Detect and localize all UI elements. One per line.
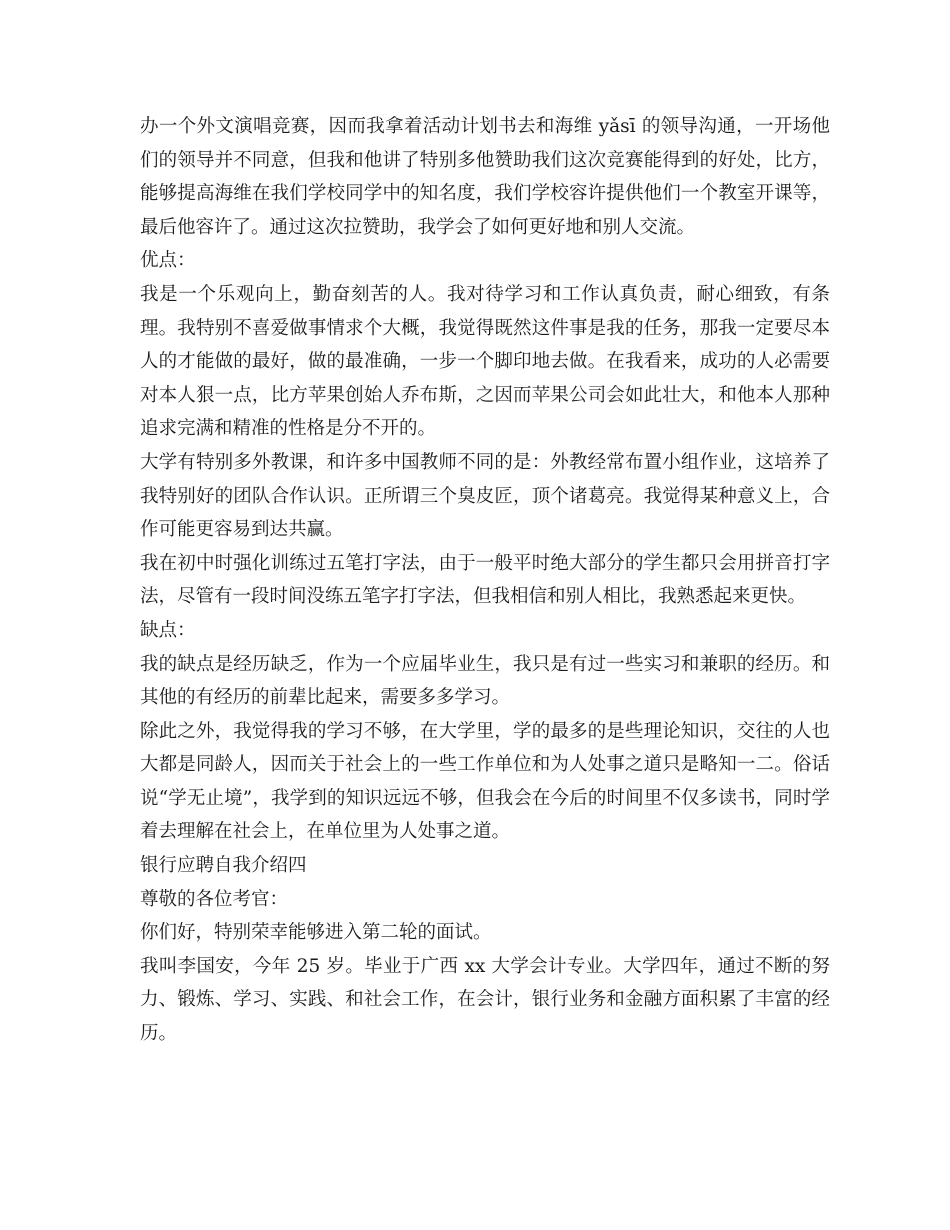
- heading-strengths: 优点：: [140, 250, 196, 272]
- paragraph-sponsorship: 办一个外文演唱竞赛，因而我拿着活动计划书去和海维 yǎsī 的领导沟通，一开场他们的领导并不同意，但我和他讲了特别多他赞助我们这次竞赛能得到的好处，比方，能够提高海维在我们学校同学中的知名度，我们学校容许提供他们一个教室开课等，最后他容许了。通过这次拉赞助，我学会了如何更好地和别人交流。: [140, 116, 830, 238]
- salutation: 尊敬的各位考官：: [140, 888, 289, 910]
- paragraph-personality: 我是一个乐观向上，勤奋刻苦的人。我对待学习和工作认真负责，耐心细致，有条理。我特别不喜爱做事情求个大概，我觉得既然这件事是我的任务，那我一定要尽本人的才能做的最好，做的最准确，一步一个脚印地去做。在我看来，成功的人必需要对本人狠一点，比方苹果创始人乔布斯，之因而苹果公司会如此壮大，和他本人那种追求完满和精准的性格是分不开的。: [140, 283, 830, 440]
- paragraph-typing: 我在初中时强化训练过五笔打字法，由于一般平时绝大部分的学生都只会用拼音打字法，尽管有一段时间没练五笔字打字法，但我相信和别人相比，我熟悉起来更快。: [140, 552, 830, 608]
- document-body: [140, 110, 830, 1051]
- paragraph-greeting: 你们好，特别荣幸能够进入第二轮的面试。: [140, 922, 492, 944]
- section-title: 银行应聘自我介绍四: [140, 855, 307, 877]
- heading-weaknesses: 缺点：: [140, 619, 196, 641]
- paragraph-learning: 除此之外，我觉得我的学习不够，在大学里，学的最多的是些理论知识，交往的人也大都是同龄人，因而关于社会上的一些工作单位和为人处事之道只是略知一二。俗话说“学无止境”，我学到的知识远远不够，但我会在今后的时间里不仅多读书，同时学着去理解在社会上，在单位里为人处事之道。: [140, 720, 830, 843]
- paragraph-introduction: 我叫李国安，今年 25 岁。毕业于广西 xx 大学会计专业。大学四年，通过不断的努力、锻炼、学习、实践、和社会工作，在会计，银行业务和金融方面积累了丰富的经历。: [140, 955, 830, 1045]
- paragraph-teamwork: 大学有特别多外教课，和许多中国教师不同的是：外教经常布置小组作业，这培养了我特别好的团队合作认识。正所谓三个臭皮匠，顶个诸葛亮。我觉得某种意义上，合作可能更容易到达共赢。: [140, 451, 830, 541]
- paragraph-experience: 我的缺点是经历缺乏，作为一个应届毕业生，我只是有过一些实习和兼职的经历。和其他的有经历的前辈比起来，需要多多学习。: [140, 653, 830, 709]
